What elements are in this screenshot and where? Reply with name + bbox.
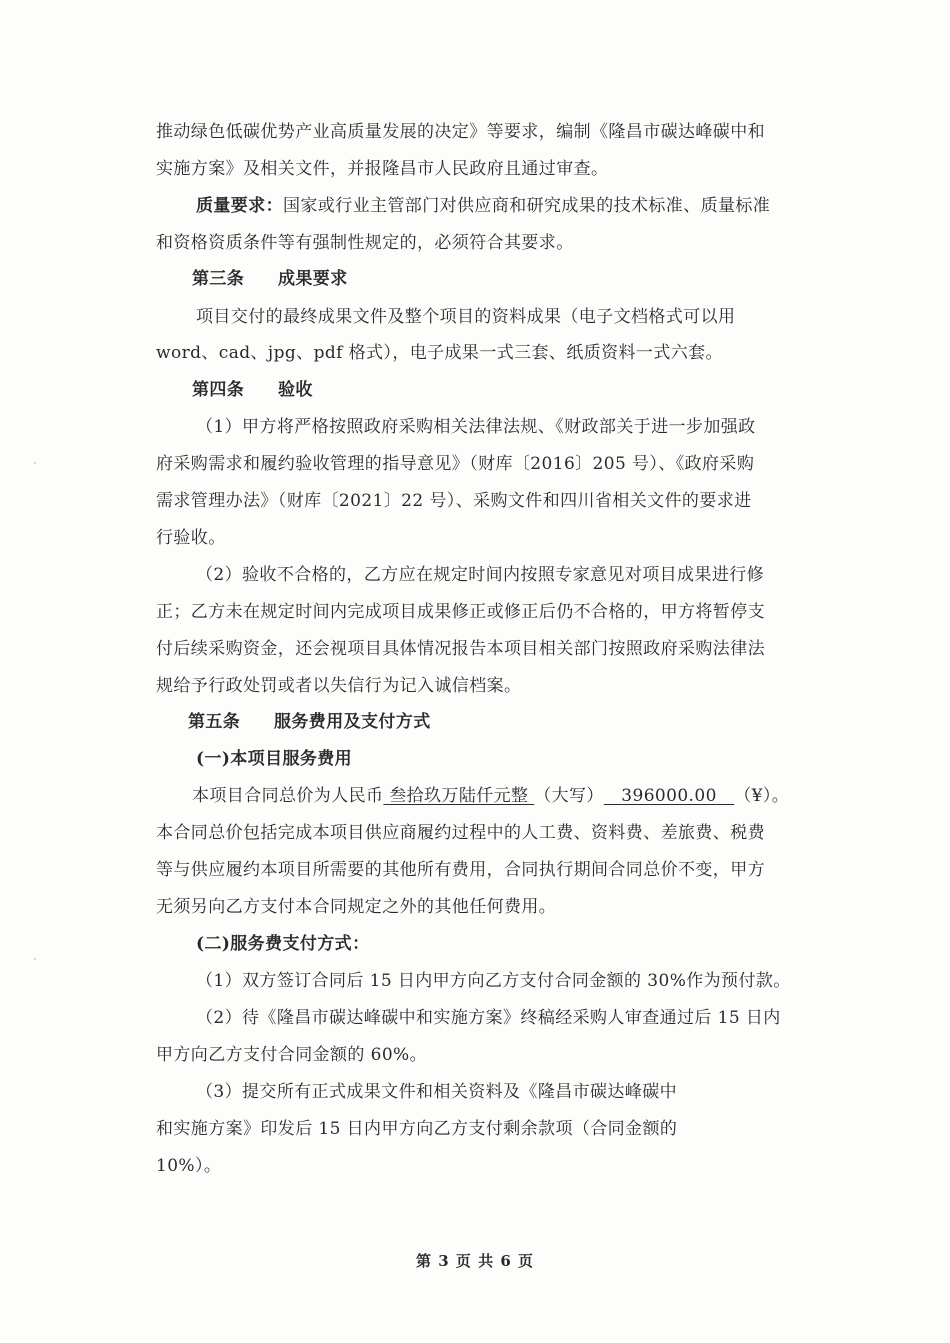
- text-line: 付后续采购资金，还会视项目具体情况报告本项目相关部门按照政府采购法律法: [156, 639, 765, 659]
- text-line: 实施方案》及相关文件，并报隆昌市人民政府且通过审查。: [156, 159, 609, 179]
- quality-text: 国家或行业主管部门对供应商和研究成果的技术标准、质量标准: [283, 196, 771, 216]
- text-line: 甲方向乙方支付合同金额的 60%。: [156, 1045, 427, 1065]
- text-line: （3）提交所有正式成果文件和相关资料及《隆昌市碳达峰碳中: [196, 1082, 678, 1102]
- article-3-heading: [192, 267, 348, 291]
- text-line: 推动绿色低碳优势产业高质量发展的决定》等要求，编制《隆昌市碳达峰碳中和: [156, 122, 765, 142]
- text-line: （1）双方签订合同后 15 日内甲方向乙方支付合同金额的 30%作为预付款。: [196, 971, 791, 991]
- text-line: （1）甲方将严格按照政府采购相关法律法规、《财政部关于进一步加强政: [196, 417, 756, 437]
- scan-speck: [34, 462, 36, 464]
- scan-speck: [34, 958, 36, 960]
- article-4-label: 第四条: [192, 380, 245, 400]
- subheading-payment: (二)服务费支付方式：: [196, 934, 370, 954]
- article-5-label: 第五条: [188, 712, 241, 732]
- subheading-fee: (一)本项目服务费用: [196, 749, 353, 769]
- article-3-title: 成果要求: [278, 269, 348, 289]
- price-amount-number: 396000.00: [621, 786, 717, 806]
- text-line: word、cad、jpg、pdf 格式），电子成果一式三套、纸质资料一式六套。: [156, 343, 723, 363]
- text-line: 本合同总价包括完成本项目供应商履约过程中的人工费、资料费、差旅费、税费: [156, 823, 765, 843]
- article-3-label: 第三条: [192, 269, 245, 289]
- quality-label: 质量要求：: [196, 196, 283, 216]
- text-line: 府采购需求和履约验收管理的指导意见》（财库〔2016〕205 号）、《政府采购: [156, 454, 755, 474]
- text-line: （2）待《隆昌市碳达峰碳中和实施方案》终稿经采购人审查通过后 15 日内: [196, 1008, 781, 1028]
- article-5-heading: [188, 710, 431, 734]
- text-line: 无须另向乙方支付本合同规定之外的其他任何费用。: [156, 897, 557, 917]
- page-number-footer: 第 3 页 共 6 页: [416, 1252, 534, 1270]
- price-suffix: （¥）。: [734, 786, 790, 806]
- quality-requirement: [196, 194, 770, 218]
- price-amount-words: 叁拾玖万陆仟元整: [389, 786, 529, 806]
- contract-price-line: [192, 784, 789, 808]
- text-line: 正；乙方未在规定时间内完成项目成果修正或修正后仍不合格的，甲方将暂停支: [156, 602, 765, 622]
- text-line: 等与供应履约本项目所需要的其他所有费用，合同执行期间合同总价不变，甲方: [156, 860, 765, 880]
- text-line: 需求管理办法》（财库〔2021〕22 号）、采购文件和四川省相关文件的要求进: [156, 491, 752, 511]
- article-4-heading: [192, 378, 313, 402]
- text-line: 规给予行政处罚或者以失信行为记入诚信档案。: [156, 676, 522, 696]
- text-line: 项目交付的最终成果文件及整个项目的资料成果（电子文档格式可以用: [196, 307, 736, 327]
- article-5-title: 服务费用及支付方式: [274, 712, 431, 732]
- text-line: 和实施方案》印发后 15 日内甲方向乙方支付剩余款项（合同金额的: [156, 1119, 678, 1139]
- text-line: 行验收。: [156, 528, 226, 548]
- price-mid: （大写）: [534, 786, 604, 806]
- text-line: （2）验收不合格的，乙方应在规定时间内按照专家意见对项目成果进行修: [196, 565, 765, 585]
- price-prefix: 本项目合同总价为人民币: [192, 786, 384, 806]
- article-4-title: 验收: [278, 380, 313, 400]
- text-line: 10%）。: [156, 1156, 222, 1176]
- text-line: 和资格资质条件等有强制性规定的，必须符合其要求。: [156, 233, 574, 253]
